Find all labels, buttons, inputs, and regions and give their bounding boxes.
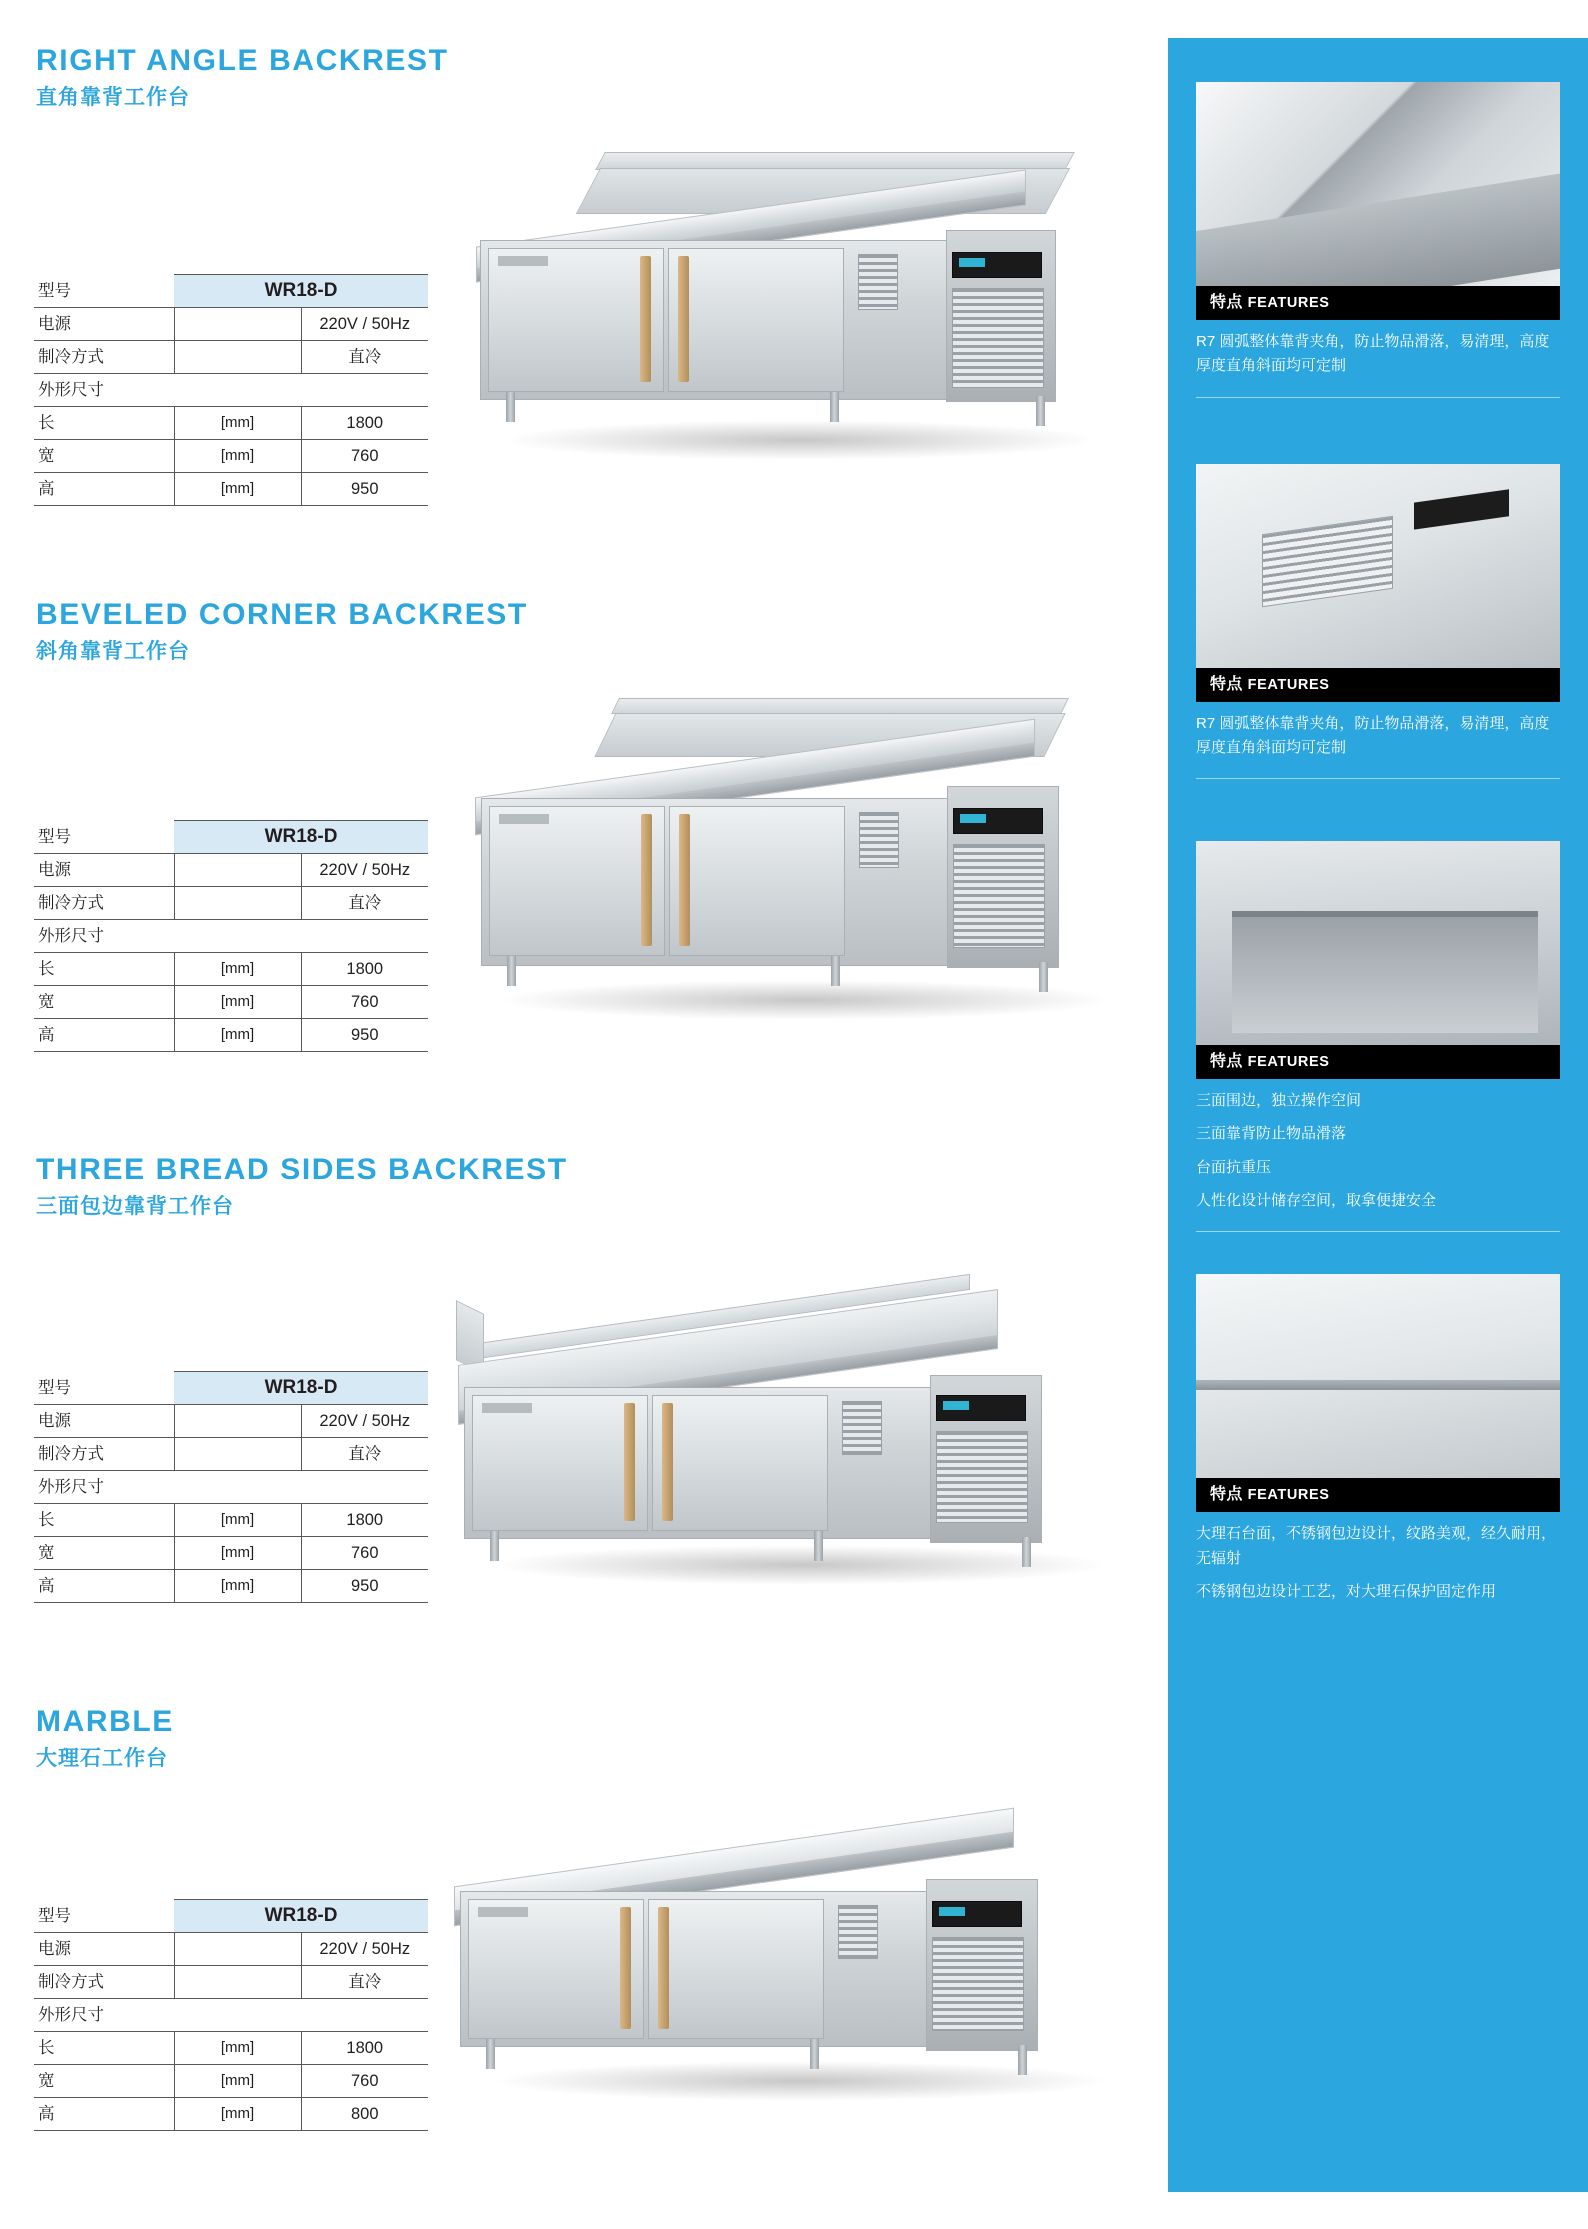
row-unit: [mm] [174,1570,301,1603]
row-unit [174,887,301,920]
row-value [301,374,428,407]
spec-table-three-sides [34,1371,428,1603]
section-title-en: BEVELED CORNER BACKREST [36,598,528,631]
table-row [34,374,428,407]
row-label: 制冷方式 [34,341,174,374]
row-value: 直冷 [301,1966,428,1999]
row-value: 760 [301,986,428,1019]
row-unit [174,854,301,887]
row-value [301,1999,428,2032]
row-value: 760 [301,440,428,473]
row-label: 长 [34,953,174,986]
model-value: WR18-D [174,275,428,308]
feature-text [1196,702,1560,761]
features-bar [1196,668,1560,702]
features-bar-cn: 特点 [1210,1053,1243,1071]
feature-block-beveled-corner [1168,398,1588,780]
table-row [34,440,428,473]
control-panel [932,1901,1022,1927]
table-row [34,1537,428,1570]
table-row [34,2065,428,2098]
vent-grille [838,1905,878,1959]
features-bar-cn: 特点 [1210,1486,1243,1504]
row-value: 直冷 [301,887,428,920]
row-value [301,1471,428,1504]
table-row [34,341,428,374]
table-row [34,407,428,440]
section-title-en: RIGHT ANGLE BACKREST [36,44,449,77]
cabinet-door [468,1899,644,2039]
section-title-cn: 大理石工作台 [36,1747,168,1770]
feature-block-right-angle [1168,38,1588,398]
row-value: 950 [301,1570,428,1603]
control-panel [953,808,1043,834]
feature-line: 不锈钢包边设计工艺，对大理石保护固定作用 [1196,1582,1497,1600]
table-row [34,920,428,953]
row-label: 长 [34,407,174,440]
cabinet-door [488,248,664,392]
row-label: 高 [34,2098,174,2131]
door-handle [658,1907,669,2029]
vent-grille [932,1937,1024,2031]
spec-table-right-angle [34,274,428,506]
section-heading [0,30,1168,109]
control-panel [952,252,1042,278]
door-handle [640,256,651,382]
row-unit [174,341,301,374]
table-row [34,854,428,887]
product-image-marble [430,1771,1150,2101]
row-label: 高 [34,473,174,506]
feature-line: R7 圆弧整体靠背夹角，防止物品滑落，易清理，高度厚度直角斜面均可定制 [1196,333,1550,375]
table-row [34,1372,428,1405]
row-unit [174,920,301,953]
row-unit: [mm] [174,1537,301,1570]
table-row [34,953,428,986]
row-value: 950 [301,1019,428,1052]
row-label: 外形尺寸 [34,1471,174,1504]
model-value: WR18-D [174,1372,428,1405]
row-value: 直冷 [301,1438,428,1471]
right-angle-corner-photo [1196,82,1560,286]
row-unit: [mm] [174,2032,301,2065]
feature-line: R7 圆弧整体靠背夹角，防止物品滑落，易清理，高度厚度直角斜面均可定制 [1196,714,1550,756]
row-unit [174,1933,301,1966]
row-value: 1800 [301,1504,428,1537]
row-unit [174,1999,301,2032]
row-label: 型号 [34,275,174,308]
table-row [34,821,428,854]
section-title-cn: 三面包边靠背工作台 [36,1195,234,1218]
cabinet-door [489,806,665,956]
product-image-beveled-corner [455,680,1155,1020]
section-title-en: THREE BREAD SIDES BACKREST [36,1153,568,1186]
section-heading [0,1693,1168,1770]
row-value [301,920,428,953]
table-row [34,1900,428,1933]
row-value: 220V / 50Hz [301,854,428,887]
row-unit: [mm] [174,986,301,1019]
row-value: 1800 [301,407,428,440]
door-handle [620,1907,631,2029]
row-unit: [mm] [174,2065,301,2098]
cabinet-door [472,1395,648,1531]
row-unit: [mm] [174,2098,301,2131]
table-row [34,1570,428,1603]
cabinet-door [668,248,844,392]
row-unit [174,1966,301,1999]
cabinet-door [648,1899,824,2039]
table-row [34,473,428,506]
row-unit: [mm] [174,440,301,473]
section-title-cn: 斜角靠背工作台 [36,640,190,663]
table-row [34,1966,428,1999]
row-label: 型号 [34,821,174,854]
door-handle [662,1403,673,1521]
model-value: WR18-D [174,1900,428,1933]
table-row [34,275,428,308]
row-unit: [mm] [174,1504,301,1537]
table-row [34,1504,428,1537]
row-unit: [mm] [174,953,301,986]
door-handle [641,814,652,946]
row-label: 长 [34,2032,174,2065]
feature-block-marble [1168,1232,1588,1604]
table-row [34,1999,428,2032]
row-unit [174,1471,301,1504]
row-label: 外形尺寸 [34,374,174,407]
row-label: 宽 [34,1537,174,1570]
row-value: 220V / 50Hz [301,308,428,341]
row-value: 1800 [301,953,428,986]
row-label: 制冷方式 [34,887,174,920]
row-value: 220V / 50Hz [301,1933,428,1966]
row-unit: [mm] [174,407,301,440]
door-handle [678,256,689,382]
section-title-en: MARBLE [36,1705,174,1738]
row-value: 760 [301,2065,428,2098]
row-label: 电源 [34,1933,174,1966]
door-handle [624,1403,635,1521]
feature-line: 三面围边，独立操作空间 [1196,1092,1362,1110]
row-unit: [mm] [174,1019,301,1052]
brand-badge [478,1907,528,1917]
row-unit [174,308,301,341]
brand-badge [498,256,548,266]
table-row [34,1933,428,1966]
section-heading [0,1145,1168,1218]
features-bar [1196,1478,1560,1512]
model-value: WR18-D [174,821,428,854]
row-label: 型号 [34,1900,174,1933]
door-handle [679,814,690,946]
product-image-right-angle [440,130,1140,460]
row-label: 宽 [34,986,174,1019]
table-row [34,1019,428,1052]
feature-line: 台面抗重压 [1196,1158,1272,1176]
beveled-corner-photo [1196,464,1560,668]
feature-text [1196,320,1560,379]
features-bar-en: FEATURES [1247,676,1330,693]
table-row [34,2032,428,2065]
table-row [34,2098,428,2131]
row-label: 电源 [34,1405,174,1438]
row-unit [174,374,301,407]
section-three-bread-sides-backrest [0,1145,1168,1693]
control-panel [936,1395,1026,1421]
features-bar-cn: 特点 [1210,675,1243,693]
vent-grille [858,254,898,310]
row-label: 电源 [34,854,174,887]
table-row [34,1405,428,1438]
features-bar [1196,1045,1560,1079]
feature-text [1196,1079,1560,1213]
row-label: 制冷方式 [34,1966,174,1999]
features-bar [1196,286,1560,320]
section-marble [0,1693,1168,2213]
features-bar-en: FEATURES [1247,1054,1330,1071]
spec-table-beveled-corner [34,820,428,1052]
row-value: 800 [301,2098,428,2131]
table-row [34,986,428,1019]
feature-line: 大理石台面，不锈钢包边设计，纹路美观，经久耐用，无辐射 [1196,1525,1557,1567]
feature-text [1196,1512,1560,1604]
row-value: 950 [301,473,428,506]
row-value: 760 [301,1537,428,1570]
brand-badge [482,1403,532,1413]
row-label: 型号 [34,1372,174,1405]
vent-grille [936,1431,1028,1523]
row-label: 外形尺寸 [34,1999,174,2032]
vent-grille [842,1401,882,1455]
section-title-cn: 直角靠背工作台 [36,86,190,109]
features-sidebar [1168,38,1588,2192]
three-sides-tray-photo [1196,841,1560,1045]
row-label: 高 [34,1019,174,1052]
row-value: 220V / 50Hz [301,1405,428,1438]
feature-line: 人性化设计储存空间，取拿便捷安全 [1196,1192,1437,1210]
section-right-angle-backrest [0,30,1168,590]
row-value: 1800 [301,2032,428,2065]
section-heading [0,590,1168,663]
cabinet-door [669,806,845,956]
brand-badge [499,814,549,824]
row-value: 直冷 [301,341,428,374]
features-bar-en: FEATURES [1247,295,1330,311]
vent-grille [953,844,1045,948]
table-row [34,1438,428,1471]
row-label: 外形尺寸 [34,920,174,953]
features-bar-en: FEATURES [1247,1487,1330,1504]
table-row [34,887,428,920]
vent-grille [859,812,899,868]
spec-table-marble [34,1899,428,2131]
vent-grille [952,288,1044,388]
table-row [34,308,428,341]
row-label: 宽 [34,440,174,473]
row-label: 高 [34,1570,174,1603]
section-beveled-corner-backrest [0,590,1168,1145]
row-label: 制冷方式 [34,1438,174,1471]
table-row [34,1471,428,1504]
feature-block-three-sides [1168,779,1588,1232]
row-label: 宽 [34,2065,174,2098]
row-label: 长 [34,1504,174,1537]
row-unit [174,1405,301,1438]
row-unit [174,1438,301,1471]
row-unit: [mm] [174,473,301,506]
cabinet-door [652,1395,828,1531]
product-image-three-sides [430,1245,1150,1585]
row-label: 电源 [34,308,174,341]
feature-line: 三面靠背防止物品滑落 [1196,1125,1347,1143]
marble-top-photo [1196,1274,1560,1478]
features-bar-cn: 特点 [1210,294,1243,311]
